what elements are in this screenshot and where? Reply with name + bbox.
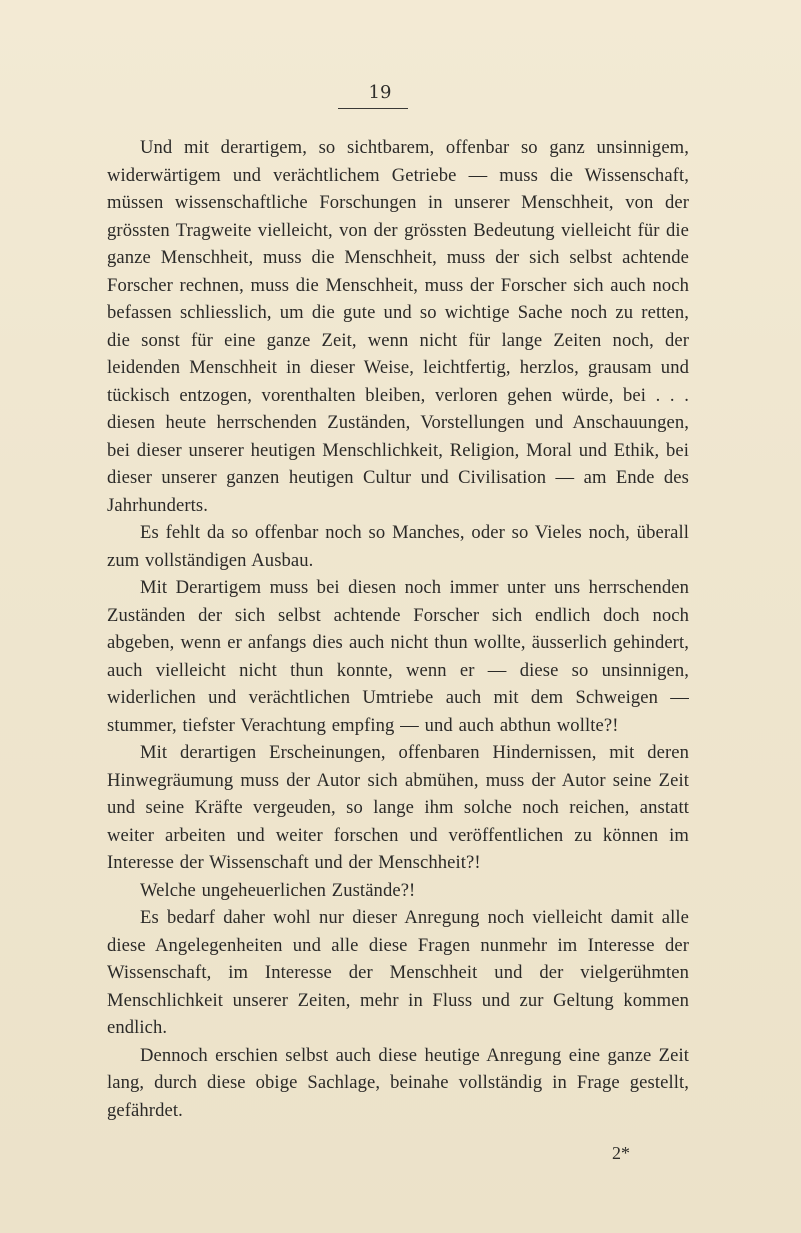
page-number: 19 [368,82,392,103]
signature-mark: 2* [612,1143,630,1163]
header-rule [338,108,408,109]
paragraph-3: Mit Derartigem muss bei diesen noch immer unter uns herrschenden Zuständen der sich selbst achtende Forscher sich endlich doch noch abgeben, wenn er anfangs dies auch nicht thun wollte, äusserlich gehindert, auch vielleicht nicht thun konnte, wenn er — diese so unsinnigen, widerlichen und verächtlichen Umtriebe auch mit dem Schweigen — stummer, tiefster Verachtung empfing — und auch abthun wollte?! [107,577,689,736]
paragraph-2: Es fehlt da so offenbar noch so Manches, oder so Vieles noch, überall zum vollständigen Ausbau. [107,522,689,571]
paragraph-6: Es bedarf daher wohl nur dieser Anregung noch vielleicht damit alle diese Angelegenheiten und alle diese Fragen nunmehr im Interesse der Wissenschaft, im Interesse der Menschheit und der vielgerühmten Menschlichkeit unserer Zeiten, mehr in Fluss und zur Geltung kommen endlich. [107,907,689,1038]
paragraph-1: Und mit derartigem, so sichtbarem, offenbar so ganz unsinnigem, widerwärtigem und verächtlichem Getriebe — muss die Wissenschaft, müssen wissenschaftliche Forschungen in unserer Menschheit, von der grössten Tragweite vielleicht, von der grössten Bedeutung vielleicht für die ganze Menschheit, muss die Menschheit, muss der sich selbst achtende Forscher rechnen, muss die Menschheit, muss der Forscher sich auch noch befassen schliesslich, um die gute und so wichtige Sache noch zu retten, die sonst für eine ganze Zeit, wenn nicht für lange Zeiten noch, der leidenden Menschheit in dieser Weise, leichtfertig, herzlos, grausam und tückisch entzogen, vorenthalten bleiben, verloren gehen würde, bei . . . diesen heute herrschenden Zuständen, Vorstellungen und Anschauungen, bei dieser unserer heutigen Menschlichkeit, Religion, Moral und Ethik, bei dieser unserer ganzen heutigen Cultur und Civilisation — am Ende des Jahrhunderts. [107,137,689,516]
body-text [107,134,689,1124]
paragraph-5: Welche ungeheuerlichen Zustände?! [140,879,416,901]
paragraph-7: Dennoch erschien selbst auch diese heutige Anregung eine ganze Zeit lang, durch diese obige Sachlage, beinahe vollständig in Frage gestellt, gefährdet. [107,1044,689,1121]
page-header [0,82,801,112]
paragraph-4: Mit derartigen Erscheinungen, offenbaren Hindernissen, mit deren Hinwegräumung muss der Autor sich abmühen, muss der Autor seine Zeit und seine Kräfte vergeuden, so lange ihm solche noch reichen, anstatt weiter arbeiten und weiter forschen und veröffentlichen zu können im Interesse der Wissenschaft und der Menschheit?! [107,742,689,873]
